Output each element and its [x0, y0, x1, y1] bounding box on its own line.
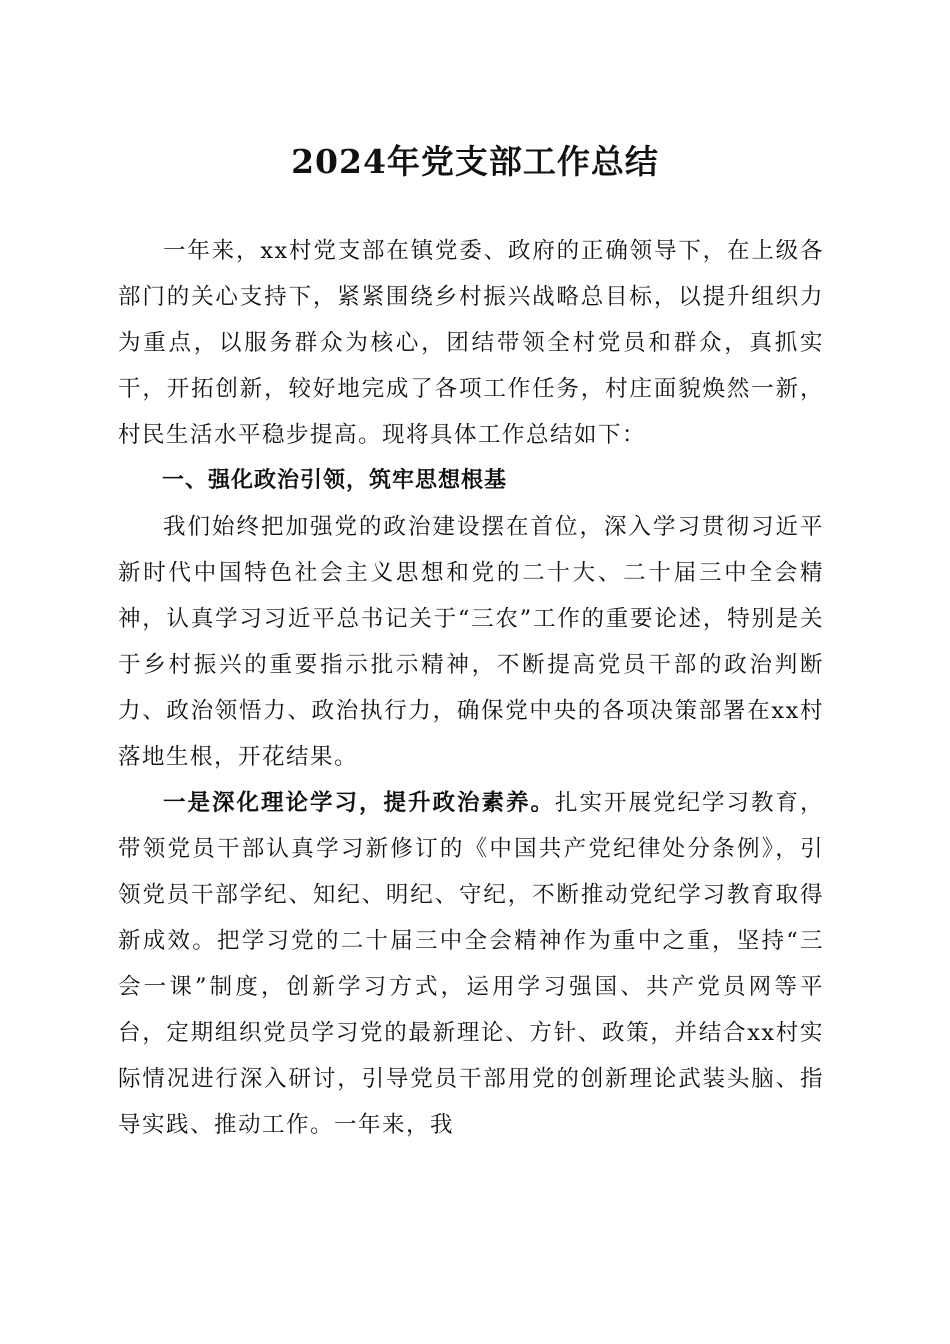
- item-text: 扎实开展党纪学习教育，带领党员干部认真学习新修订的《中国共产党纪律处分条例》，引领党员干部学纪、知纪、明纪、守纪，不断推动党纪学习教育取得新成效。把学习党的二十届三中全会精神作为重中之重，坚持“三会一课”制度，创新学习方式，运用学习强国、共产党员网等平台，定期组织党员学习党的最新理论、方针、政策，并结合xx村实际情况进行深入研讨，引导党员干部用党的创新理论武装头脑、指导实践、推动工作。一年来，我: [118, 790, 824, 1138]
- section-paragraph: 我们始终把加强党的政治建设摆在首位，深入学习贯彻习近平新时代中国特色社会主义思想和党的二十大、二十届三中全会精神，认真学习习近平总书记关于“三农”工作的重要论述，特别是关于乡村振兴的重要指示批示精神，不断提高党员干部的政治判断力、政治领悟力、政治执行力，确保党中央的各项决策部署在xx村落地生根，开花结果。: [118, 514, 824, 770]
- document-body: [118, 228, 824, 1148]
- document-title: 2024年党支部工作总结: [291, 142, 659, 181]
- section-heading: 一、强化政治引领，筑牢思想根基: [162, 468, 508, 493]
- intro-paragraph: 一年来，xx村党支部在镇党委、政府的正确领导下，在上级各部门的关心支持下，紧紧围绕乡村振兴战略总目标，以提升组织力为重点，以服务群众为核心，团结带领全村党员和群众，真抓实干，开拓创新，较好地完成了各项工作任务，村庄面貌焕然一新，村民生活水平稳步提高。现将具体工作总结如下：: [118, 238, 824, 448]
- item-paragraph: [118, 780, 824, 1148]
- item-lead: 一是深化理论学习，提升政治素养。: [163, 790, 555, 816]
